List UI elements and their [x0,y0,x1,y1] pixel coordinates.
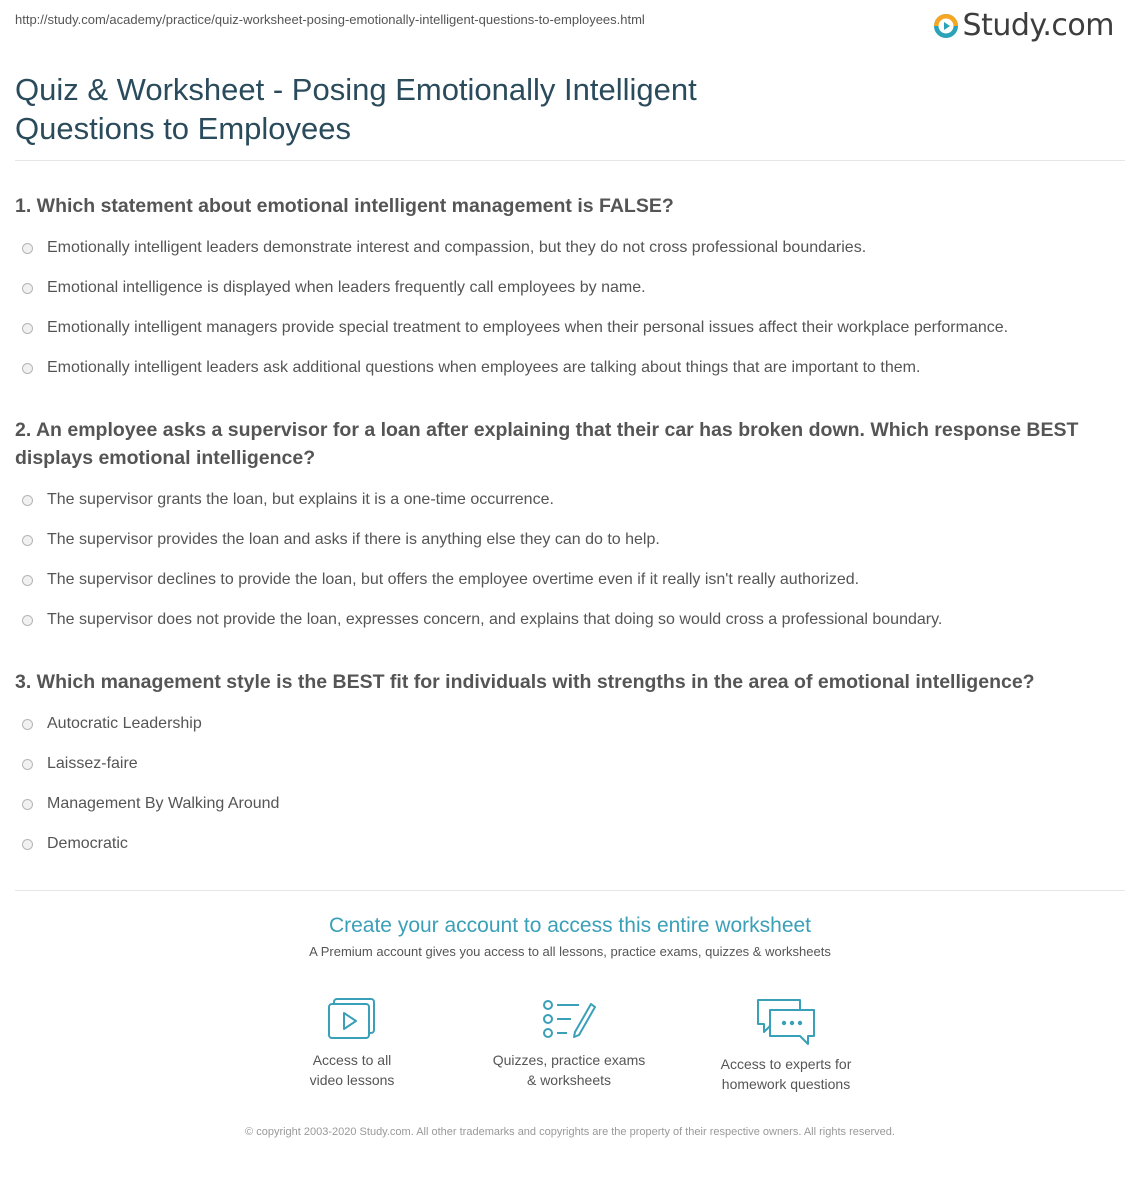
answer-option[interactable] [22,754,279,794]
radio-icon[interactable] [22,799,33,810]
answer-option[interactable] [22,238,1008,278]
play-logo-icon [933,13,959,39]
answer-option[interactable] [22,278,1008,318]
radio-icon[interactable] [22,363,33,374]
page-url: http://study.com/academy/practice/quiz-worksheet-posing-emotionally-intelligent-questions-to-employees.html [15,12,645,27]
feature-video-lessons [252,996,452,1090]
radio-icon[interactable] [22,535,33,546]
copyright-notice: © copyright 2003-2020 Study.com. All other trademarks and copyrights are the property of their respective owners. All rights reserved. [245,1126,895,1138]
answer-option-label: Laissez-faire [47,755,138,772]
question-1-options [22,238,1008,398]
quiz-checklist-icon [541,996,597,1042]
question-1-text: 1. Which statement about emotional intelligent management is FALSE? [15,195,674,217]
answer-option-label: Autocratic Leadership [47,715,202,732]
answer-option[interactable] [22,834,279,874]
question-3-options [22,714,279,874]
answer-option-label: Emotional intelligence is displayed when leaders frequently call employees by name. [47,279,646,296]
answer-option-label: The supervisor provides the loan and asks if there is anything else they can do to help. [47,531,660,548]
answer-option[interactable] [22,570,942,610]
answer-option-label: Emotionally intelligent leaders ask additional questions when employees are talking about things that are important to them. [47,359,921,376]
answer-option-label: Emotionally intelligent managers provide special treatment to employees when their personal issues affect their workplace performance. [47,319,1009,336]
radio-icon[interactable] [22,839,33,850]
radio-icon[interactable] [22,323,33,334]
radio-icon[interactable] [22,759,33,770]
feature-label: Access to all video lessons [309,1052,395,1088]
question-2-text: 2. An employee asks a supervisor for a loan after explaining that their car has broken down. Which response BEST displays emotional intelligence? [15,419,1079,469]
radio-icon[interactable] [22,615,33,626]
answer-option[interactable] [22,318,1008,358]
create-account-link[interactable]: Create your account to access this entire worksheet [328,914,812,937]
question-2-options [22,490,942,650]
radio-icon[interactable] [22,495,33,506]
answer-option[interactable] [22,490,942,530]
radio-icon[interactable] [22,283,33,294]
premium-description: A Premium account gives you access to all lessons, practice exams, quizzes & worksheets [309,944,831,959]
video-lessons-icon [326,996,378,1042]
title-divider [15,160,1125,161]
radio-icon[interactable] [22,575,33,586]
answer-option-label: The supervisor grants the loan, but explains it is a one-time occurrence. [47,491,554,508]
answer-option-label: Management By Walking Around [47,795,280,812]
feature-label: Access to experts for homework questions [720,1056,852,1092]
radio-icon[interactable] [22,243,33,254]
answer-option-label: The supervisor declines to provide the loan, but offers the employee overtime even if it really isn't really authorized. [47,571,860,588]
feature-quizzes [469,996,669,1090]
study-logo[interactable] [933,8,1114,43]
logo-text: Study.com [962,8,1114,43]
chat-bubbles-icon [754,996,818,1046]
page-title: Quiz & Worksheet - Posing Emotionally Intelligent Questions to Employees [15,72,697,146]
answer-option[interactable] [22,714,279,754]
answer-option[interactable] [22,610,942,650]
question-3-text: 3. Which management style is the BEST fit for individuals with strengths in the area of emotional intelligence? [15,671,1035,693]
answer-option-label: Democratic [47,835,128,852]
answer-option[interactable] [22,794,279,834]
feature-experts [686,996,886,1094]
answer-option[interactable] [22,530,942,570]
answer-option-label: The supervisor does not provide the loan, expresses concern, and explains that doing so would cross a professional boundary. [47,611,943,628]
answer-option[interactable] [22,358,1008,398]
radio-icon[interactable] [22,719,33,730]
cta-divider [15,890,1125,891]
feature-label: Quizzes, practice exams & worksheets [492,1052,646,1088]
answer-option-label: Emotionally intelligent leaders demonstrate interest and compassion, but they do not cross professional boundaries. [47,239,867,256]
